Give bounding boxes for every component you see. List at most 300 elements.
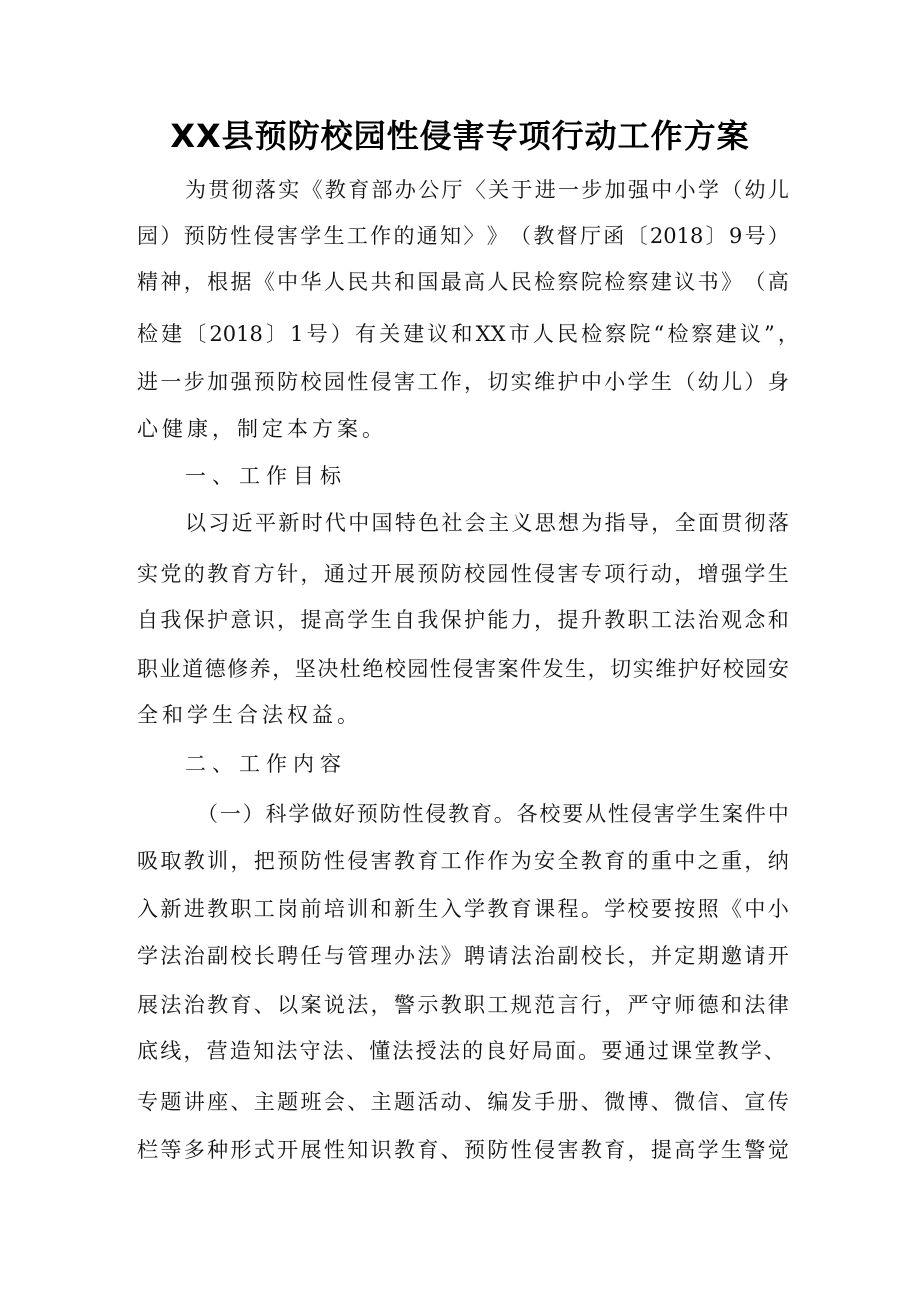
glyph: 导 [627, 511, 649, 535]
glyph: ， [744, 849, 766, 873]
glyph: 和 [720, 993, 742, 1017]
glyph: 育 [230, 993, 252, 1017]
glyph: 人 [532, 322, 554, 346]
glyph: 性 [347, 370, 369, 394]
glyph: 法 [160, 944, 182, 968]
glyph: 护 [207, 608, 229, 632]
glyph: ， [627, 1138, 649, 1162]
glyph: 育 [604, 849, 626, 873]
glyph: 养 [249, 657, 271, 681]
glyph: 治 [534, 944, 556, 968]
glyph: ） [767, 224, 789, 248]
glyph: 教 [580, 1138, 602, 1162]
glyph: 提 [557, 608, 579, 632]
glyph: 面 [554, 1039, 576, 1063]
glyph: 等 [160, 1138, 182, 1162]
glyph: 强 [230, 370, 252, 394]
glyph: 展 [137, 993, 158, 1017]
glyph: 学 [347, 608, 369, 632]
glyph: 言 [557, 993, 579, 1017]
glyph: 我 [417, 608, 439, 632]
glyph: 育 [417, 1138, 439, 1162]
glyph: 幼 [697, 370, 719, 394]
glyph: 护 [464, 608, 486, 632]
glyph: 会 [323, 1090, 345, 1114]
glyph: 会 [464, 511, 486, 535]
glyph: 、 [580, 1090, 602, 1114]
glyph: 识 [370, 1138, 392, 1162]
glyph: 预 [253, 370, 275, 394]
glyph: 神 [160, 270, 182, 294]
paragraph-line [137, 360, 789, 404]
glyph: 过 [647, 1039, 669, 1063]
glyph: 学 [676, 802, 698, 826]
glyph: 任 [300, 944, 322, 968]
glyph: 。 [578, 1039, 600, 1063]
glyph: 为 [510, 849, 532, 873]
glyph: 国 [417, 270, 439, 294]
glyph: 想 [558, 511, 579, 535]
paragraph-line [137, 312, 799, 356]
glyph: 德 [697, 993, 719, 1017]
glyph: 儿 [720, 370, 742, 394]
glyph: 好 [333, 802, 355, 826]
glyph: 一 [219, 802, 241, 826]
glyph: 人 [323, 270, 345, 294]
glyph: 要 [562, 802, 584, 826]
glyph: 》 [720, 270, 742, 294]
glyph: 定 [674, 944, 696, 968]
glyph: 动 [440, 1090, 462, 1114]
paragraph-line: 全和学生合法权益。 [137, 703, 362, 727]
glyph: 座 [207, 1090, 229, 1114]
glyph: 修 [227, 657, 249, 681]
glyph: 〉 [463, 224, 485, 248]
glyph: 。 [580, 897, 602, 921]
glyph: 侵 [630, 802, 652, 826]
glyph: 把 [253, 849, 275, 873]
glyph: 民 [556, 322, 578, 346]
glyph: 育 [417, 849, 439, 873]
glyph: 、 [464, 1090, 486, 1114]
glyph: 议 [427, 322, 449, 346]
glyph: 》 [440, 944, 462, 968]
glyph: 教 [448, 802, 470, 826]
glyph: 工 [650, 608, 672, 632]
glyph: 长 [253, 944, 275, 968]
glyph: 职 [627, 608, 649, 632]
glyph: 特 [394, 511, 416, 535]
glyph: 建 [715, 322, 737, 346]
glyph: 院 [629, 322, 651, 346]
glyph: 底 [137, 1039, 158, 1063]
glyph: 法 [160, 993, 182, 1017]
glyph: 主 [253, 1090, 275, 1114]
glyph: 中 [651, 178, 673, 202]
paragraph-line [137, 983, 789, 1027]
glyph: 中 [767, 802, 789, 826]
glyph: 动 [650, 562, 672, 586]
glyph: 彻 [744, 511, 766, 535]
glyph: 规 [510, 993, 532, 1017]
glyph: 维 [534, 370, 556, 394]
glyph: 安 [767, 657, 789, 681]
glyph: 学 [604, 897, 626, 921]
glyph: 学 [137, 944, 158, 968]
glyph: 职 [137, 657, 158, 681]
glyph: 的 [627, 849, 649, 873]
glyph: 观 [720, 608, 742, 632]
glyph: 教 [580, 849, 602, 873]
glyph: 工 [417, 370, 439, 394]
glyph: 提 [300, 608, 322, 632]
paragraph-line [185, 501, 789, 545]
glyph: 检 [534, 270, 556, 294]
glyph: 信 [697, 1090, 719, 1114]
glyph: 新 [160, 897, 182, 921]
glyph: 性 [230, 224, 252, 248]
glyph: 厅 [441, 178, 463, 202]
glyph: 职 [230, 897, 252, 921]
glyph: 园 [323, 370, 345, 394]
glyph: 、 [650, 1090, 672, 1114]
glyph: XX [475, 322, 506, 346]
glyph: 有 [354, 322, 376, 346]
glyph: 训 [207, 849, 229, 873]
glyph: 通 [416, 224, 438, 248]
glyph: 实 [137, 562, 158, 586]
glyph: 性 [402, 802, 424, 826]
glyph: 课 [671, 1039, 693, 1063]
glyph: 步 [183, 370, 205, 394]
glyph: 行 [627, 562, 649, 586]
glyph: 册 [557, 1090, 579, 1114]
glyph: 部 [371, 178, 393, 202]
glyph: 预 [464, 1138, 486, 1162]
glyph: 国 [371, 511, 393, 535]
glyph: （ [197, 802, 218, 826]
glyph: 我 [160, 608, 182, 632]
glyph: 保 [440, 608, 462, 632]
glyph: 做 [311, 802, 333, 826]
glyph: 生 [565, 657, 587, 681]
glyph: 园 [137, 224, 158, 248]
glyph: ） [330, 322, 352, 346]
glyph: “ [653, 322, 665, 346]
glyph: 进 [183, 897, 205, 921]
glyph: 贯 [721, 511, 743, 535]
glyph: 造 [229, 1039, 251, 1063]
glyph: ， [230, 849, 252, 873]
glyph: 法 [276, 1039, 298, 1063]
glyph: 贯 [208, 178, 230, 202]
glyph: 性 [510, 562, 532, 586]
glyph: 通 [624, 1039, 646, 1063]
paragraph-line [137, 214, 789, 258]
glyph: 教 [440, 993, 462, 1017]
glyph: 治 [183, 944, 205, 968]
glyph: 取 [160, 849, 182, 873]
glyph: 近 [231, 511, 253, 535]
glyph: 入 [440, 897, 462, 921]
paragraph-line [137, 260, 789, 304]
paragraph-line [137, 839, 789, 883]
glyph: 为 [581, 511, 603, 535]
glyph: 性 [510, 1138, 532, 1162]
glyph: 案 [497, 657, 519, 681]
glyph: 校 [300, 370, 322, 394]
glyph: 期 [697, 944, 719, 968]
glyph: 生 [323, 224, 345, 248]
glyph: 示 [417, 993, 439, 1017]
glyph: 专 [137, 1090, 158, 1114]
glyph: 聘 [464, 944, 486, 968]
glyph: 能 [487, 608, 509, 632]
glyph: 侵 [425, 802, 447, 826]
glyph: 职 [464, 993, 486, 1017]
glyph: 作 [370, 224, 392, 248]
glyph: ， [674, 562, 696, 586]
glyph: 预 [417, 562, 439, 586]
glyph: 工 [346, 224, 368, 248]
glyph: 检 [604, 270, 626, 294]
glyph: 要 [601, 1039, 623, 1063]
glyph: 科 [265, 802, 287, 826]
glyph: 察 [627, 270, 649, 294]
glyph: 和 [393, 270, 415, 294]
glyph: 于 [511, 178, 533, 202]
glyph: 生 [720, 1138, 742, 1162]
glyph: 件 [744, 802, 766, 826]
glyph: 训 [347, 897, 369, 921]
glyph: 号 [306, 322, 328, 346]
glyph: ， [587, 657, 609, 681]
glyph: 学 [300, 224, 322, 248]
paragraph-line [185, 168, 789, 212]
glyph: 生 [699, 802, 721, 826]
glyph: 性 [323, 1138, 345, 1162]
glyph: 性 [607, 802, 629, 826]
glyph: 活 [417, 1090, 439, 1114]
glyph: 〔 [626, 224, 648, 248]
glyph: 教 [207, 562, 229, 586]
glyph: 工 [253, 897, 275, 921]
glyph: 微 [674, 1090, 696, 1114]
glyph: 建 [403, 322, 425, 346]
glyph: 法 [322, 1039, 344, 1063]
glyph: 平 [254, 511, 276, 535]
glyph: 预 [356, 802, 378, 826]
glyph: 身 [767, 370, 789, 394]
glyph: 开 [767, 944, 789, 968]
glyph: 育 [348, 178, 370, 202]
glyph: 公 [418, 178, 440, 202]
glyph: 博 [627, 1090, 649, 1114]
glyph: 学 [288, 802, 310, 826]
glyph: 增 [697, 562, 719, 586]
glyph: 营 [206, 1039, 228, 1063]
glyph: 法 [438, 1039, 460, 1063]
glyph: 。 [493, 802, 515, 826]
glyph: 指 [604, 511, 626, 535]
glyph: 开 [277, 1138, 299, 1162]
glyph: 方 [253, 562, 275, 586]
glyph: ， [183, 270, 205, 294]
glyph: 切 [487, 370, 509, 394]
glyph: 院 [580, 270, 602, 294]
glyph: 针 [277, 562, 299, 586]
glyph: 的 [462, 1039, 484, 1063]
glyph: 防 [206, 224, 228, 248]
glyph: ， [651, 511, 673, 535]
glyph: 长 [604, 944, 626, 968]
glyph: 中 [744, 897, 766, 921]
glyph: 育 [470, 802, 492, 826]
glyph: 、 [763, 1039, 785, 1063]
glyph: 编 [487, 1090, 509, 1114]
glyph: 吸 [137, 849, 158, 873]
glyph: 生 [767, 562, 789, 586]
glyph: 纳 [767, 849, 789, 873]
glyph: 建 [650, 270, 672, 294]
glyph: 守 [650, 993, 672, 1017]
glyph: ， [464, 370, 486, 394]
glyph: 课 [534, 897, 556, 921]
glyph: 、 [720, 1090, 742, 1114]
glyph: 高 [674, 1138, 696, 1162]
glyph: 社 [441, 511, 463, 535]
glyph: 据 [230, 270, 252, 294]
glyph: 法 [674, 608, 696, 632]
paragraph-line: 心健康，制定本方案。 [137, 417, 387, 441]
glyph: 教 [183, 849, 205, 873]
section-heading: 一、工作目标 [185, 464, 347, 488]
glyph: 重 [650, 849, 672, 873]
glyph: ， [534, 608, 556, 632]
glyph: 业 [159, 657, 181, 681]
glyph: 防 [440, 562, 462, 586]
glyph: 副 [557, 944, 579, 968]
glyph: 管 [347, 944, 369, 968]
glyph: 步 [581, 178, 603, 202]
glyph: 懂 [369, 1039, 391, 1063]
glyph: 切 [610, 657, 632, 681]
glyph: 法 [347, 993, 369, 1017]
glyph: 班 [300, 1090, 322, 1114]
glyph: ， [777, 322, 799, 346]
glyph: 工 [487, 993, 509, 1017]
glyph: 侵 [452, 657, 474, 681]
glyph: 生 [650, 370, 672, 394]
glyph: 教 [393, 1138, 415, 1162]
glyph: 法 [392, 1039, 414, 1063]
glyph: 并 [650, 944, 672, 968]
glyph: 高 [464, 270, 486, 294]
glyph: 良 [485, 1039, 507, 1063]
glyph: 市 [508, 322, 530, 346]
glyph: 害 [370, 849, 392, 873]
glyph: 园 [407, 657, 429, 681]
glyph: 自 [137, 608, 158, 632]
glyph: 局 [531, 1039, 553, 1063]
glyph: 的 [393, 224, 415, 248]
glyph: 侵 [253, 224, 275, 248]
glyph: 小 [767, 897, 789, 921]
glyph: 要 [650, 897, 672, 921]
glyph: 督 [556, 224, 578, 248]
glyph: 教 [487, 897, 509, 921]
glyph: 教 [533, 224, 555, 248]
glyph: 〔 [185, 322, 207, 346]
glyph: 、 [345, 1039, 367, 1063]
glyph: 专 [580, 562, 602, 586]
glyph: 、 [440, 1138, 462, 1162]
glyph: 手 [534, 1090, 556, 1114]
glyph: ） [242, 802, 264, 826]
glyph: 民 [347, 270, 369, 294]
glyph: 请 [487, 944, 509, 968]
glyph: 办 [394, 178, 416, 202]
glyph: 中 [348, 511, 370, 535]
glyph: ” [764, 322, 775, 346]
glyph: 德 [204, 657, 226, 681]
glyph: 育 [510, 897, 532, 921]
glyph: 学 [697, 178, 719, 202]
glyph: 多 [183, 1138, 205, 1162]
glyph: 代 [324, 511, 346, 535]
glyph: （ [674, 370, 696, 394]
glyph: 《 [720, 897, 742, 921]
glyph: 思 [534, 511, 556, 535]
section-heading: 二、工作内容 [185, 752, 347, 776]
glyph: 中 [277, 270, 299, 294]
glyph: 副 [207, 944, 229, 968]
glyph: 实 [278, 178, 300, 202]
glyph: 开 [370, 562, 392, 586]
glyph: 最 [440, 270, 462, 294]
glyph: 害 [557, 562, 579, 586]
glyph: 安 [534, 849, 556, 873]
glyph: 检 [667, 322, 689, 346]
glyph: 教 [207, 993, 229, 1017]
glyph: 色 [418, 511, 440, 535]
glyph: 展 [393, 562, 415, 586]
glyph: 党 [160, 562, 182, 586]
glyph: 法 [417, 944, 439, 968]
glyph: 发 [510, 1090, 532, 1114]
glyph: 从 [585, 802, 607, 826]
glyph: 入 [137, 897, 158, 921]
glyph: 教 [207, 897, 229, 921]
glyph: 学 [464, 897, 486, 921]
glyph: 过 [347, 562, 369, 586]
glyph: 校 [580, 944, 602, 968]
glyph: 防 [487, 1138, 509, 1162]
glyph: 检 [581, 322, 603, 346]
glyph: 与 [323, 944, 345, 968]
glyph: 性 [323, 849, 345, 873]
paragraph-line [197, 792, 789, 836]
glyph: ， [627, 944, 649, 968]
glyph: 议 [674, 270, 696, 294]
glyph: 检 [137, 322, 158, 346]
glyph: 1 [290, 322, 304, 346]
glyph: 小 [674, 178, 696, 202]
glyph: 件 [520, 657, 542, 681]
glyph: 书 [697, 270, 719, 294]
glyph: 法 [744, 993, 766, 1017]
glyph: 害 [557, 1138, 579, 1162]
